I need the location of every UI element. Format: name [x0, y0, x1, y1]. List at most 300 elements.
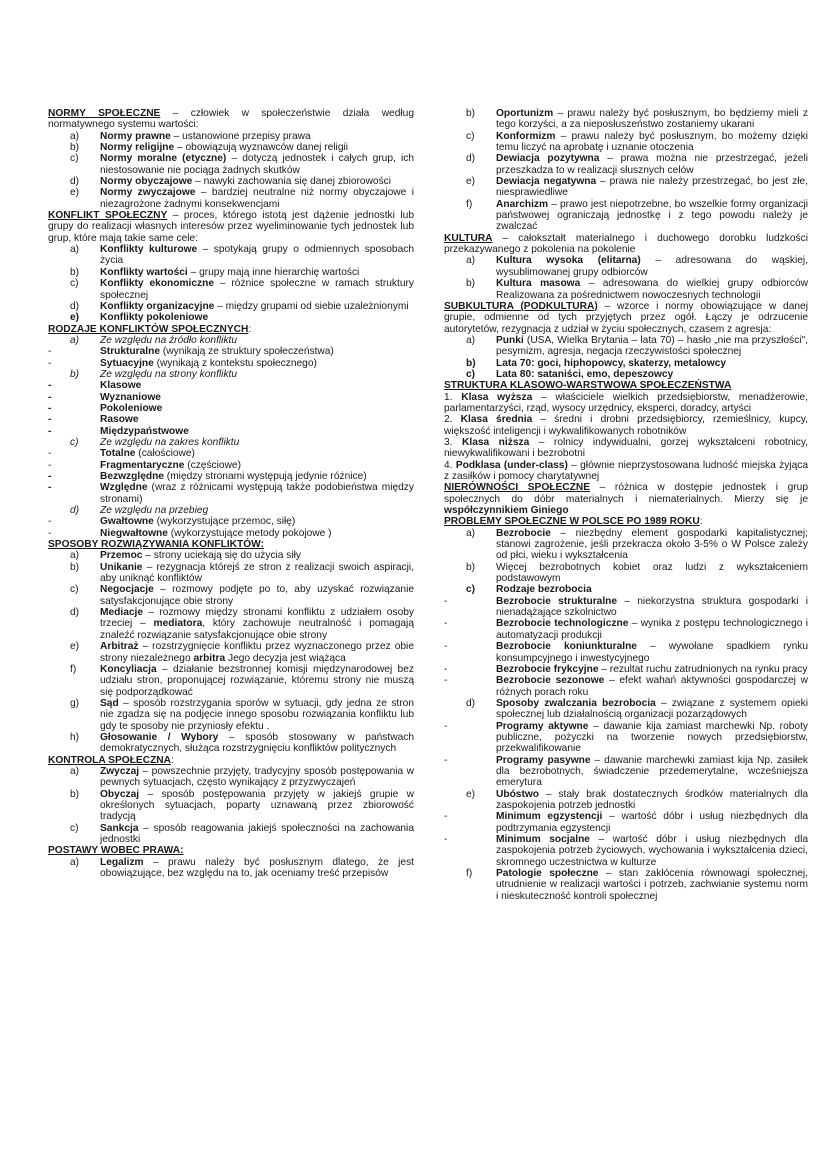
list-marker: c): [466, 368, 476, 380]
list-marker: a): [70, 130, 80, 142]
list-item: [48, 346, 414, 357]
list-item: [444, 641, 808, 664]
list-marker: b): [70, 788, 80, 800]
paragraph-text: :: [171, 754, 174, 766]
bold-term: Patologie społeczne: [496, 868, 599, 880]
list-item-text: [100, 244, 414, 267]
list-item-text: [100, 176, 414, 187]
bold-term: Punki: [496, 334, 524, 346]
list-item-text: [100, 414, 414, 425]
list-item: [444, 108, 808, 131]
list-item: [48, 437, 414, 448]
bold-term: Sytuacyjne: [100, 357, 154, 369]
list-marker: g): [70, 697, 80, 709]
item-description: – prawu należy być posłusznym dlatego, że jest obowiązujące, bez względu na to, jak oceniamy treść przepisów: [100, 856, 414, 880]
list-marker: b): [70, 266, 80, 278]
list-item: [444, 721, 808, 755]
bold-term: Międzypaństwowe: [100, 425, 189, 437]
list-marker: e): [466, 176, 476, 188]
item-description: – związane z systemem opieki społecznej lub działalnością organizacji pozarządowych: [496, 697, 808, 721]
bold-term: Fragmentaryczne: [100, 459, 185, 471]
item-description: – rozstrzygnięcie konfliktu przez wyznaczonego przez obie strony niezależnego: [100, 641, 414, 664]
item-description: – dawanie kija zamiast marchewki Np. roboty publiczne, pożyczki na tworzenie nowych przedsiębiorstw, przekwalifikowanie: [496, 720, 808, 755]
item-description: – grupy mają inne hierarchię wartości: [187, 266, 360, 278]
bold-term: Koncyliacja: [100, 663, 157, 675]
item-description: (USA, Wielka Brytania – lata 70) – hasło „nie ma przyszłości", pesymizm, agresja, negacja rzeczywistości społecznej: [496, 334, 808, 358]
list-marker: a): [70, 334, 80, 346]
bold-term: Normy zwyczajowe: [100, 187, 196, 199]
list-item: [444, 834, 808, 868]
list-item: [444, 789, 808, 812]
list-item: [48, 460, 414, 471]
list-marker: -: [444, 834, 448, 845]
list-marker: -: [48, 391, 52, 403]
list-item: [444, 811, 808, 834]
list-marker: a): [70, 765, 80, 777]
list-item-text: [100, 562, 414, 585]
bold-term: Niegwałtowne: [100, 527, 168, 539]
list-item-text: [496, 176, 808, 199]
italic-subheading: Ze względu na źródło konfliktu: [100, 334, 238, 346]
bold-term: Wyznaniowe: [100, 391, 161, 403]
bold-term: Kultura masowa: [496, 278, 581, 290]
bold-term: Konflikty pokoleniowe: [100, 312, 209, 324]
list-item-text: [100, 403, 414, 414]
paragraph-text: – średni i drobni przedsiębiorcy, rzemieślnicy, kupcy, większość inteligencji i wykwalifikowanych robotników: [444, 414, 808, 437]
list-marker: e): [70, 641, 80, 653]
bold-term: arbitra: [193, 652, 226, 664]
item-description: (wynikają ze struktury społeczeństwa): [160, 346, 334, 358]
bold-term: Dewiacja pozytywna: [496, 153, 600, 165]
list-item: [48, 562, 414, 585]
list-item-text: [496, 369, 808, 380]
list-item: [48, 131, 414, 142]
list-item: [48, 278, 414, 301]
list-item-text: [496, 618, 808, 641]
paragraph: [444, 482, 808, 516]
list-item-text: [100, 482, 414, 505]
item-description: – niekorzystna struktura gospodarki i nienadążające szkolnictwo: [496, 595, 808, 619]
list-item-text: [100, 346, 414, 357]
list-marker: -: [48, 380, 52, 392]
list-marker: -: [48, 459, 52, 471]
list-number: 2.: [444, 414, 461, 426]
list-item: [48, 267, 414, 278]
list-item-text: [100, 380, 414, 391]
list-item: [48, 471, 414, 482]
item-description: – dotyczą jednostek i całych grup, ich niestosowanie nie pociąga żadnych skutków: [100, 153, 414, 176]
bold-term: Kultura wysoka (elitarna): [496, 255, 641, 267]
list-item-text: [100, 471, 414, 482]
list-marker: d): [70, 505, 80, 517]
heading-text: SPOSOBY ROZWIĄZYWANIA KONFLIKTÓW:: [48, 539, 265, 551]
list-item: [444, 199, 808, 233]
list-item-text: [100, 528, 414, 539]
item-description: , który zachowuje neutralność i pomagają znaleźć rozwiązanie satysfakcjonujące obie strony: [100, 618, 414, 641]
list-marker: -: [48, 402, 52, 414]
list-item: [444, 153, 808, 176]
list-item: [48, 312, 414, 323]
section-heading: [48, 539, 414, 550]
bold-term: Konflikty wartości: [100, 266, 188, 278]
list-item: [48, 698, 414, 732]
bold-term: Bezrobocie: [496, 527, 551, 539]
list-marker: h): [70, 731, 80, 743]
list-item-text: [496, 698, 808, 721]
heading-text: KONTROLA SPOŁECZNA: [48, 754, 172, 766]
list-item-text: [496, 335, 808, 358]
bold-term: Pokoleniowe: [100, 402, 163, 414]
list-item-text: [100, 187, 414, 210]
list-item-text: [496, 528, 808, 562]
item-description: – stan zakłócenia równowagi społecznej, utrudnienie w realizacji wartości i potrzeb, zachwianie systemu norm i nieskuteczność kontroli społecznej: [496, 868, 808, 902]
list-item-text: [100, 505, 414, 516]
item-description: – nawyki zachowania się danej zbiorowości: [192, 176, 392, 188]
list-item: [48, 426, 414, 437]
item-description: Więcej bezrobotnych kobiet oraz ludzi z wykształceniem podstawowym: [496, 561, 808, 585]
list-item: [444, 868, 808, 902]
list-marker: b): [70, 142, 80, 154]
item-description: – prawu należy być posłusznym, bo będziemy mieli z tego korzyści, a za nieposłuszeństwo zostaniemy ukarani: [496, 108, 808, 131]
list-marker: d): [70, 176, 80, 188]
list-marker: b): [70, 368, 80, 380]
list-marker: d): [70, 300, 80, 312]
list-item: [48, 482, 414, 505]
list-marker: b): [70, 561, 80, 573]
italic-subheading: Ze względu na strony konfliktu: [100, 368, 238, 380]
list-marker: -: [444, 720, 448, 732]
list-item-text: [100, 267, 414, 278]
paragraph: [444, 301, 808, 335]
list-item-text: [496, 811, 808, 834]
list-marker: -: [48, 482, 52, 494]
list-item-text: [100, 358, 414, 369]
list-item-text: [100, 369, 414, 380]
list-item-text: [100, 516, 414, 527]
heading-text: NORMY SPOŁECZNE: [48, 108, 161, 119]
bold-term: Klasa wyższa: [461, 391, 533, 403]
list-item-text: [496, 755, 808, 789]
list-item: [444, 131, 808, 154]
list-marker: -: [48, 471, 52, 482]
item-description: – wywołane spadkiem rynku konsumpcyjnego i inwestycyjnego: [496, 641, 809, 664]
list-item: [444, 335, 808, 358]
item-description: – prawa można nie przestrzegać, jeżeli przeszkadza to w realizacji słusznych celów: [496, 153, 808, 176]
list-item-text: [496, 255, 808, 278]
bold-term: współczynnikiem Giniego: [444, 505, 569, 517]
list-item-text: [100, 641, 414, 664]
list-marker: b): [466, 108, 476, 119]
paragraph: [444, 460, 808, 483]
list-item: [444, 562, 808, 585]
bold-term: Negocjacje: [100, 584, 154, 596]
list-item-text: [100, 823, 414, 846]
list-item: [48, 301, 414, 312]
list-item: [48, 414, 414, 425]
list-item-text: [100, 448, 414, 459]
bold-term: Bezrobocie koniunkturalne: [496, 641, 637, 653]
list-number: 3.: [444, 436, 462, 448]
bold-term: Totalne: [100, 448, 136, 460]
list-item: [48, 392, 414, 403]
list-marker: c): [70, 822, 79, 834]
heading-text: KULTURA: [444, 232, 493, 244]
bold-term: Rasowe: [100, 414, 139, 426]
list-number: 4.: [444, 459, 456, 471]
list-item-text: [496, 789, 808, 812]
list-marker: c): [466, 584, 476, 596]
paragraph-text: – wzorce i normy obowiązujące w danej grupie, odmienne od tych przyjętych przez ogół. Łączy je odrzucenie autorytetów, rezygnacja z udział w życiu społecznych, czasem z agresja:: [444, 300, 808, 335]
bold-term: Klasa niższa: [462, 436, 530, 448]
list-item: [444, 698, 808, 721]
item-description: – wartość dóbr i usług niezbędnych dla podtrzymania egzystencji: [496, 811, 808, 834]
list-item-text: [100, 664, 414, 698]
list-marker: f): [70, 663, 77, 675]
item-description: – różnice społeczne w ramach struktury społecznej: [100, 278, 415, 301]
list-item: [48, 335, 414, 346]
list-item: [48, 516, 414, 527]
heading-text: SUBKULTURA (PODKULTURA): [444, 300, 598, 312]
item-description: (wykorzystujące przemoc, siłę): [153, 516, 296, 528]
item-description: – adresowana do wielkiej grupy odbiorców Realizowana za pośrednictwem nowoczesnych technologii: [496, 278, 808, 301]
section-heading: [444, 516, 808, 527]
item-description: – sposób reagowania jakiejś społeczności na zachowania jednostki: [100, 822, 414, 845]
paragraph-text: :: [248, 323, 252, 335]
list-marker: e): [70, 312, 80, 324]
list-marker: b): [466, 561, 476, 573]
bold-term: Normy obyczajowe: [100, 176, 193, 188]
bold-term: Strukturalne: [100, 346, 161, 358]
bold-term: Gwałtowne: [100, 516, 154, 528]
bold-term: Bezrobocie frykcyjne: [496, 663, 599, 675]
bold-term: Unikanie: [100, 561, 143, 573]
list-item-text: [496, 675, 808, 698]
list-item: [48, 857, 414, 880]
bold-term: Minimum egzystencji: [496, 811, 603, 823]
item-description: (częściowe): [184, 459, 241, 471]
bold-term: Konformizm: [496, 130, 556, 142]
list-item-text: [496, 584, 808, 595]
list-item-text: [100, 142, 414, 153]
bold-term: Sankcja: [100, 822, 139, 834]
list-marker: e): [466, 788, 476, 800]
item-description: – rezultat ruchu zatrudnionych na rynku pracy: [598, 663, 808, 675]
paragraph-text: – całokształt materialnego i duchowego dorobku ludzkości przekazywanego z pokolenia na pokolenie: [444, 232, 808, 256]
list-marker: -: [444, 754, 448, 766]
bold-term: Sposoby zwalczania bezrobocia: [496, 697, 656, 709]
list-item-text: [496, 153, 808, 176]
list-marker: -: [444, 663, 448, 675]
heading-text: KONFLIKT SPOŁECZNY: [48, 210, 168, 222]
list-item: [48, 528, 414, 539]
list-item: [444, 369, 808, 380]
italic-subheading: Ze względu na zakres konfliktu: [100, 436, 240, 448]
list-item: [48, 550, 414, 561]
list-item: [48, 607, 414, 641]
section-heading: [444, 380, 808, 391]
list-item-text: [100, 857, 414, 880]
item-description: (wraz z różnicami występują także podobieństwa między stronami): [100, 482, 414, 505]
list-item: [444, 255, 808, 278]
paragraph: [48, 210, 414, 244]
item-description: – wartość dóbr i usług niezbędnych dla zaspokojenia potrzeb życiowych, wychowania i wykształcenia dzieci, skromnego uczestnictwa w kulturze: [496, 834, 809, 868]
bold-term: Bezwzględne: [100, 471, 164, 482]
list-item: [444, 584, 808, 595]
bold-term: Dewiacja negatywna: [496, 176, 597, 188]
list-marker: d): [466, 697, 476, 709]
list-marker: a): [466, 334, 476, 346]
list-item-text: [100, 732, 414, 755]
right-column: [444, 108, 808, 902]
bold-term: Przemoc: [100, 550, 143, 562]
list-item-text: [496, 641, 808, 664]
list-marker: a): [70, 244, 80, 256]
heading-text: NIERÓWNOŚCI SPOŁECZNE: [444, 482, 591, 494]
item-description: – rozmowy między stronami konfliktu z udziałem osoby trzeciej –: [100, 607, 414, 630]
list-item: [48, 153, 414, 176]
list-marker: c): [70, 584, 79, 596]
list-item-text: [100, 460, 414, 471]
list-marker: -: [48, 357, 52, 369]
list-item-text: [100, 131, 414, 142]
list-marker: b): [466, 357, 476, 369]
list-item: [444, 358, 808, 369]
item-description: – bardziej neutralne niż normy obyczajowe i niezagrożone żadnymi konsekwencjami: [100, 187, 414, 210]
list-item: [48, 823, 414, 846]
paragraph-text: – proces, którego istotą jest dążenie jednostki lub grupy do realizacji własnych interesów przez wyeliminowanie tych jednostek lub grup, które mają takie same cele:: [48, 210, 415, 244]
list-item: [444, 755, 808, 789]
bold-term: Minimum socjalne: [496, 834, 590, 845]
italic-subheading: Ze względu na przebieg: [100, 505, 209, 517]
bold-term: Zwyczaj: [100, 765, 140, 777]
item-description: – niezbędny element gospodarki kapitalistycznej; stanowi zagrożenie, jeśli przekracza około 3-5% o W Polsce zależy od płci, wieku i wykształcenia: [496, 527, 808, 562]
list-item: [444, 664, 808, 675]
bold-term: Normy religijne: [100, 142, 175, 154]
list-item: [48, 732, 414, 755]
bold-term: Programy pasywne: [496, 754, 591, 766]
bold-term: Anarchizm: [496, 198, 549, 210]
list-marker: a): [70, 550, 80, 562]
list-item-text: [100, 278, 414, 301]
list-number: 1.: [444, 391, 462, 403]
item-description: – sposób stosowany w państwach demokratycznych, służąca rozstrzygnięciu konfliktów politycznych: [100, 731, 414, 755]
list-marker: e): [70, 187, 80, 199]
bold-term: Normy prawne: [100, 130, 171, 142]
item-description: – stały brak dostatecznych środków materialnych dla zaspokojenia potrzeb jednostki: [496, 788, 808, 811]
list-item: [48, 664, 414, 698]
list-marker: c): [466, 130, 475, 142]
bold-term: Lata 80: sataniści, emo, depeszowcy: [496, 368, 674, 380]
list-item: [444, 176, 808, 199]
list-item-text: [496, 868, 808, 902]
list-item-text: [496, 358, 808, 369]
section-heading: [48, 845, 414, 856]
list-marker: a): [70, 856, 80, 868]
left-column: [48, 108, 414, 879]
list-item: [48, 187, 414, 210]
section-heading: [48, 755, 414, 766]
list-marker: -: [48, 527, 52, 539]
item-description: – rozmowy podjęte po to, aby uzyskać rozwiązanie satysfakcjonujące obie strony: [100, 584, 414, 607]
list-item: [48, 641, 414, 664]
list-marker: c): [70, 436, 79, 448]
bold-term: Sąd: [100, 697, 119, 709]
list-item-text: [496, 199, 808, 233]
paragraph-text: – rolnicy indywidualni, gorzej wykształceni robotnicy, niewykwalifikowani i bezrobotni: [444, 436, 809, 460]
list-item-text: [100, 584, 414, 607]
bold-term: Mediacje: [100, 607, 144, 619]
bold-term: Normy moralne (etyczne): [100, 153, 227, 165]
paragraph: [48, 108, 414, 131]
item-description: – adresowana do wąskiej, wysublimowanej grupy odbiorców: [496, 255, 808, 278]
bold-term: Konflikty kulturowe: [100, 244, 198, 256]
bold-term: Konflikty ekonomiczne: [100, 278, 214, 290]
item-description: – między grupami od siebie uzależnionymi: [214, 300, 409, 312]
item-description: (między stronami występują jedynie różnice): [163, 471, 367, 482]
item-description: – prawu należy być posłusznym, bo możemy dzięki temu liczyć na aprobatę i uznanie otoczenia: [496, 130, 808, 154]
list-marker: -: [444, 675, 448, 687]
item-description: – prawo jest niepotrzebne, bo wszelkie formy organizacji państwowej ograniczają jednostkę i z tego powodu należy je zwalczać: [496, 198, 808, 233]
list-marker: -: [48, 425, 52, 437]
paragraph: [444, 414, 808, 437]
list-marker: d): [70, 607, 80, 619]
list-marker: f): [466, 198, 473, 210]
list-item: [48, 584, 414, 607]
list-item-text: [496, 278, 808, 301]
section-heading: [48, 324, 414, 335]
bold-term: Klasowe: [100, 380, 142, 392]
list-item: [48, 244, 414, 267]
list-marker: c): [70, 153, 79, 165]
paragraph: [444, 392, 808, 415]
heading-text: PROBLEMY SPOŁECZNE W POLSCE PO 1989 ROKU: [444, 516, 700, 528]
list-marker: -: [48, 448, 52, 460]
list-item: [48, 505, 414, 516]
list-item: [48, 380, 414, 391]
item-description: – sposób rozstrzygania sporów w sytuacji, gdy jedna ze stron nie zgadza się na podjęcie innego sposobu rozwiązania konfliktu lub gdy te sposoby nie przyniosły efektu .: [100, 697, 414, 732]
item-description: (całościowe): [135, 448, 195, 460]
heading-text: RODZAJE KONFLIKTÓW SPOŁECZNYCH: [48, 323, 249, 335]
list-item-text: [100, 392, 414, 403]
list-marker: d): [466, 153, 476, 165]
paragraph-text: :: [699, 516, 703, 528]
list-item: [444, 675, 808, 698]
item-description: – wynika z postępu technologicznego i automatyzacji produkcji: [496, 618, 809, 641]
list-item-text: [100, 789, 414, 823]
heading-text: STRUKTURA KLASOWO-WARSTWOWA SPOŁECZEŃSTWA: [444, 380, 732, 392]
list-item-text: [100, 766, 414, 789]
bold-term: Ubóstwo: [496, 788, 540, 800]
list-marker: -: [444, 595, 448, 607]
bold-term: Podklasa (under-class): [455, 459, 568, 471]
bold-term: Względne: [100, 482, 148, 494]
list-item: [444, 596, 808, 619]
list-marker: -: [444, 811, 448, 823]
list-marker: a): [466, 527, 476, 539]
item-description: – obowiązują wyznawców danej religii: [174, 142, 349, 154]
bold-term: Bezrobocie technologiczne: [496, 618, 629, 630]
list-item: [48, 789, 414, 823]
list-item-text: [496, 664, 808, 675]
list-item-text: [100, 550, 414, 561]
list-marker: f): [466, 868, 473, 880]
list-item-text: [496, 562, 808, 585]
item-description: – rezygnacja którejś ze stron z realizacji swoich aspiracji, aby uniknąć konfliktów: [100, 561, 414, 585]
bold-term: Klasa średnia: [460, 414, 533, 426]
list-item-text: [100, 698, 414, 732]
item-description: – strony uciekają się do użycia siły: [142, 550, 302, 562]
paragraph-text: – głównie nieprzystosowana ludność miejska żyjąca z zasiłków i pomocy charytatywnej: [444, 459, 809, 482]
